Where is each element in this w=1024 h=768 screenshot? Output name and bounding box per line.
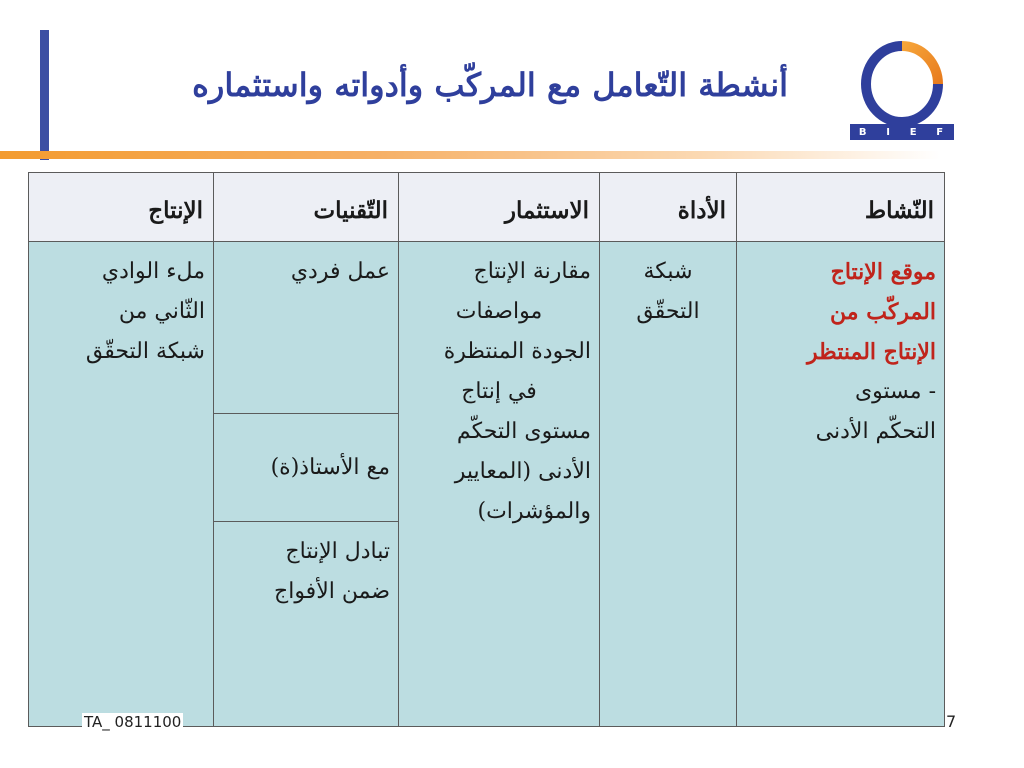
tool-line: التحقّق bbox=[636, 299, 700, 324]
header-activity: النّشاط bbox=[737, 173, 945, 242]
investment-line: مواصفات bbox=[455, 299, 543, 324]
investment-line: مستوى التحكّم bbox=[456, 419, 591, 444]
slide-title: أنشطة التّعامل مع المركّب وأدواته واستثماره bbox=[192, 66, 788, 104]
logo-strip bbox=[850, 124, 954, 140]
table-header-row bbox=[29, 173, 945, 242]
activity-highlight-line: الإنتاج المنتظر bbox=[807, 339, 936, 365]
title-accent-bar bbox=[40, 30, 49, 160]
technique-line: تبادل الإنتاج bbox=[285, 539, 390, 564]
activity-highlight-line: المركّب من bbox=[830, 299, 936, 325]
investment-line: الجودة المنتظرة bbox=[443, 339, 591, 364]
table-row bbox=[29, 242, 945, 414]
investment-line: مقارنة الإنتاج bbox=[473, 259, 591, 284]
cell-technique-exchange bbox=[214, 522, 399, 727]
investment-line: والمؤشرات) bbox=[477, 499, 591, 524]
page-number: 7 bbox=[946, 712, 957, 731]
header-tool: الأداة bbox=[600, 173, 737, 242]
technique-line: عمل فردي bbox=[290, 259, 390, 284]
investment-line: الأدنى (المعايير bbox=[454, 459, 591, 484]
activity-line: - مستوى bbox=[854, 379, 936, 404]
technique-line: ضمن الأفواج bbox=[274, 579, 390, 604]
activities-table bbox=[28, 172, 945, 727]
header-production: الإنتاج bbox=[29, 173, 214, 242]
cell-activity bbox=[737, 242, 945, 727]
footer-code: TA_ 0811100 bbox=[84, 713, 182, 731]
tool-line: شبكة bbox=[643, 259, 693, 284]
production-line: الثّاني من bbox=[118, 299, 205, 324]
bief-logo bbox=[850, 38, 960, 150]
investment-line: في إنتاج bbox=[461, 379, 537, 404]
logo-letter: F bbox=[936, 126, 946, 138]
orange-divider-line bbox=[0, 151, 940, 159]
activity-highlight-line: موقع الإنتاج bbox=[830, 259, 936, 285]
cell-production bbox=[29, 242, 214, 727]
production-line: ملء الوادي bbox=[101, 259, 205, 284]
logo-letter: E bbox=[909, 126, 919, 138]
cell-technique-teacher bbox=[214, 414, 399, 522]
cell-tool bbox=[600, 242, 737, 727]
logo-letter: I bbox=[886, 126, 892, 138]
cell-investment bbox=[399, 242, 600, 727]
production-line: شبكة التحقّق bbox=[85, 339, 205, 364]
cell-technique-individual bbox=[214, 242, 399, 414]
header-investment: الاستثمار bbox=[399, 173, 600, 242]
technique-line: مع الأستاذ(ة) bbox=[270, 454, 390, 480]
activity-line: التحكّم الأدنى bbox=[815, 419, 936, 444]
logo-letter: B bbox=[858, 126, 869, 138]
header-techniques: التّقنيات bbox=[214, 173, 399, 242]
